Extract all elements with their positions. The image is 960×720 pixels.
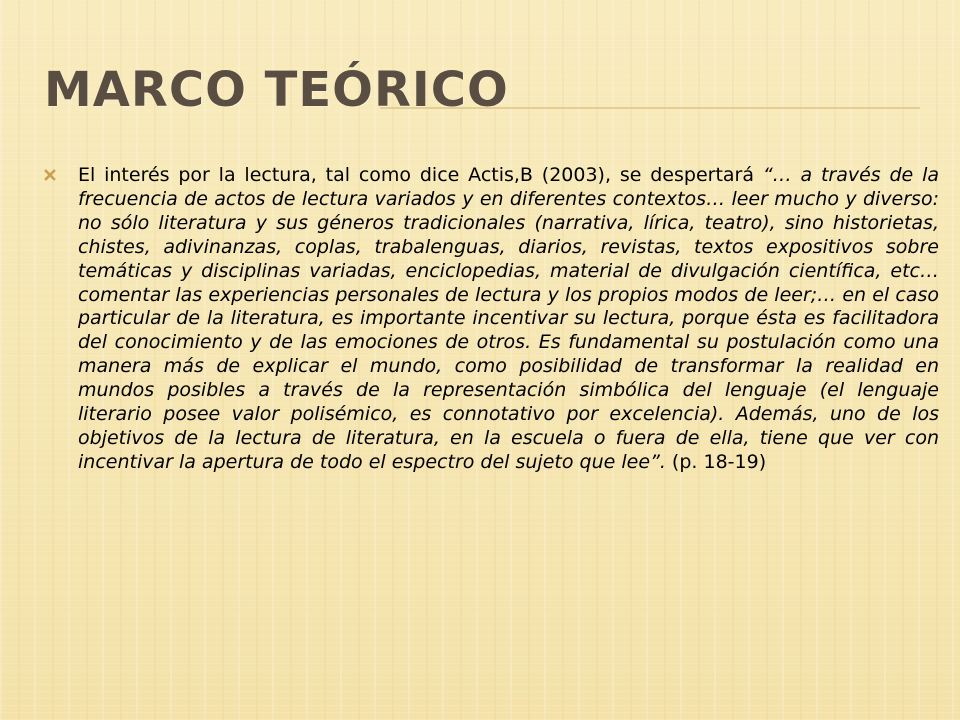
- bullet-intro: El interés por la lectura, tal como dice Actis,B (2003), se despertará: [78, 164, 763, 186]
- title-divider: [380, 107, 920, 109]
- slide-content: [44, 164, 944, 475]
- bullet-paragraph: [78, 164, 939, 475]
- bullet-citation: (p. 18-19): [665, 450, 767, 473]
- x-bullet-icon: [44, 169, 58, 183]
- bullet-item: [44, 164, 944, 475]
- slide-title: MARCO TEÓRICO: [44, 62, 509, 118]
- bullet-quote: “… a través de la frecuencia de actos de lectura variados y en diferentes contextos… leer mucho y diverso: no sólo literatura y sus géneros tradicionales (narrativa, lírica, teatro), sino historietas, chistes, adivinanzas, coplas, trabalenguas, diarios, revistas, textos expositivos sobre temáticas y disciplinas variadas, enciclopedias, material de divulgación científica, etc… comentar las experiencias personales de lectura y los propios modos de leer;… en el caso particular de la literatura, es importante incentivar su lectura, porque ésta es facilitadora del conocimiento y de las emociones de otros. Es fundamental su postulación como una manera más de explicar el mundo, como posibilidad de transformar la realidad en mundos posibles a través de la representación simbólica del lenguaje (el lenguaje literario posee valor polisémico, es connotativo por excelencia). Además, uno de los objetivos de la lectura de literatura, en la escuela o fuera de ella, tiene que ver con incentivar la apertura de todo el espectro del sujeto que lee”.: [78, 164, 939, 473]
